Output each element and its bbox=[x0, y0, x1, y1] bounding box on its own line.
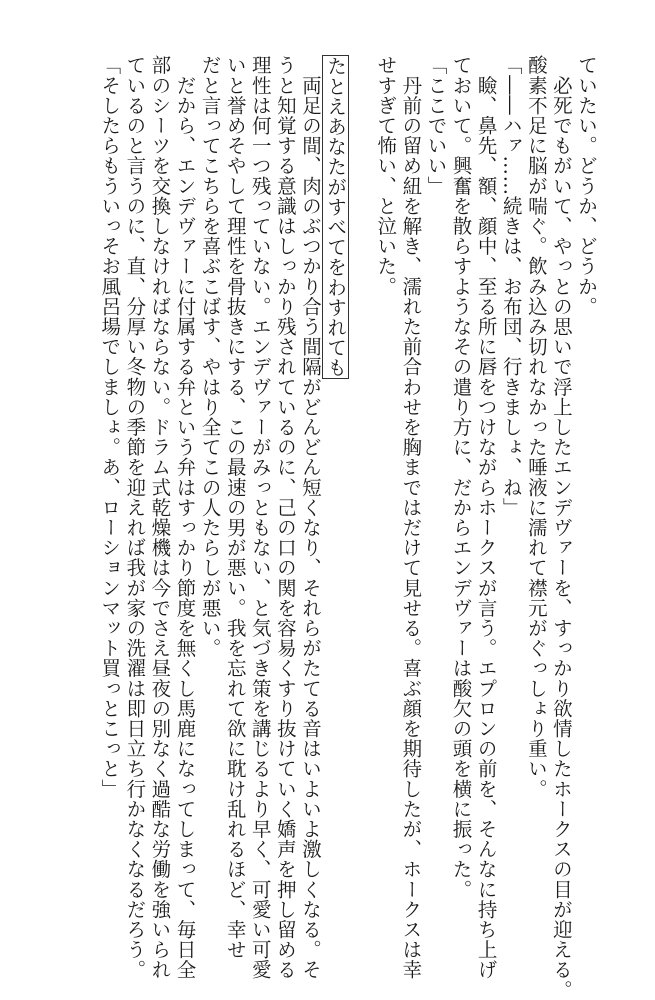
text-line: だから、エンデヴァーに付属する弁という弁はすっかり節度を無くし馬鹿になってしまって、毎日全 bbox=[173, 55, 197, 980]
text-line: ていたい。どうか、どうか。 bbox=[575, 55, 598, 317]
text-line: 理性は何一つ残っていない。エンデヴァーがみっともない、と気づき策を講じるより早く、可愛い可愛 bbox=[248, 55, 272, 980]
text-line: 両足の間、肉のぶつかり合う間隔がどんどん短くなり、それらがたてる音はいよいよ激しくなる。そ bbox=[298, 55, 322, 980]
dialogue-line: 「ここでいい」 bbox=[424, 55, 448, 196]
text-line: ておいて。興奮を散らすようなその遣り方に、だからエンデヴァーは酸欠の頭を横に振った。 bbox=[449, 55, 473, 900]
section-heading bbox=[323, 55, 348, 845]
section-title: たとえあなたがすべてをわすれても bbox=[324, 56, 348, 378]
text-line: うと知覚する意識はしっかり残されているのに、己の口の関を容易くすり抜けていく嬌声を押し留める bbox=[273, 55, 297, 980]
text-line: だと言ってこちらを喜ぶこばす、やはり全てこの人たらしが悪い。 bbox=[198, 55, 222, 658]
dialogue-line: 「そしたらもういっそお風呂場でしましょ。あ、ローションマット買っとこっと」 bbox=[98, 55, 122, 799]
text-line: 瞼、鼻先、額、顔中、至る所に唇をつけながらホークスが言う。エプロンの前を、そんなに持ち上げ bbox=[474, 55, 498, 980]
text-line: 酸素不足に脳が喘ぐ。飲み込み切れなかった唾液に濡れて襟元がぐっしょり重い。 bbox=[524, 55, 548, 799]
dialogue-line: 「――ハァ……続きは、お布団、行きましょ、ね」 bbox=[499, 55, 523, 518]
text-line: いと誉めそやして理性を骨抜きにする、この最速の男が悪い。我を忘れて欲に耽け乱れるほど、幸せ bbox=[223, 55, 247, 960]
vertical-text-block bbox=[97, 55, 599, 1000]
text-line: 必死でもがいて、やっとの思いで浮上したエンデヴァーを、すっかり欲情したホークスの目が迎える。 bbox=[549, 55, 573, 1000]
section-spacer bbox=[348, 55, 373, 845]
text-line: 丹前の留め紐を解き、濡れた前合わせを胸まではだけて見せる。喜ぶ顔を期待したが、ホークスは幸 bbox=[399, 55, 423, 980]
text-line: せすぎて怖い、と泣いた。 bbox=[374, 55, 398, 297]
text-line: ているのと言うのに、直、分厚い冬物の季節を迎えれば我が家の洗濯は即日立ち行かなくなるだろう。 bbox=[123, 55, 147, 980]
text-line: 部のシーツを交換しなければならない。ドラム式乾燥機は今でさえ昼夜の別なく過酷な労働を強いられ bbox=[148, 55, 172, 980]
